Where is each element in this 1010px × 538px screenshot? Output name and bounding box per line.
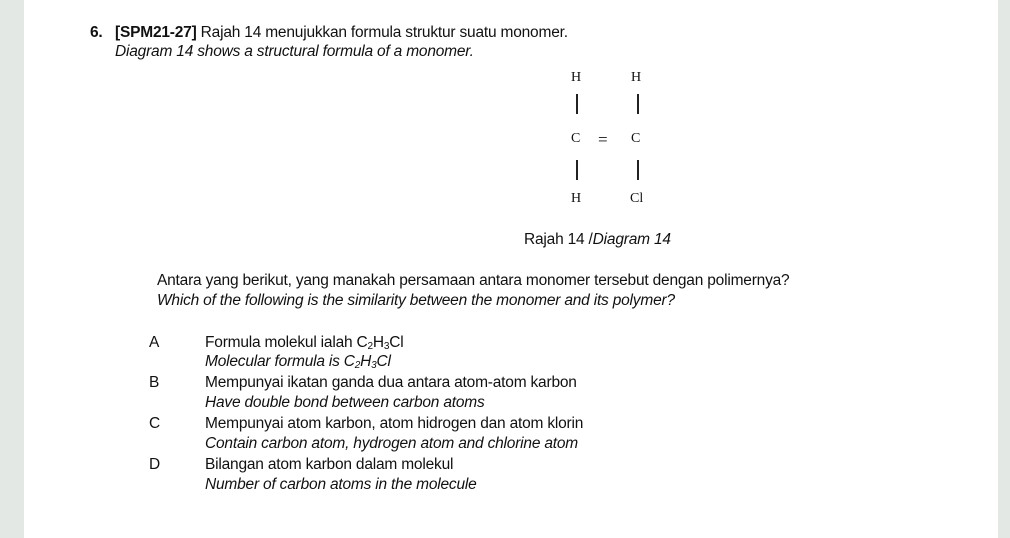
double-bond: = bbox=[598, 130, 608, 149]
option-text-ms: Formula molekul ialah $C_2H_3Cl$ bbox=[205, 334, 404, 352]
caption-ms: Rajah 14 / bbox=[524, 231, 593, 248]
single-bond bbox=[637, 94, 639, 114]
option-text-en: Molecular formula is $C_2H_3Cl$ bbox=[205, 353, 391, 371]
question-number: 6. bbox=[90, 24, 103, 41]
option-text-en: Contain carbon atom, hydrogen atom and chlorine atom bbox=[205, 435, 579, 452]
question-code: [SPM21-27] bbox=[115, 24, 197, 41]
option-text-ms: Bilangan atom karbon dalam molekul bbox=[205, 456, 454, 473]
left-margin-bar bbox=[0, 0, 24, 538]
atom-h-bottom-left: H bbox=[571, 191, 582, 206]
atom-c-left: C bbox=[571, 131, 581, 146]
atom-c-right: C bbox=[631, 131, 641, 146]
option-text-ms: Mempunyai ikatan ganda dua antara atom-atom karbon bbox=[205, 374, 577, 391]
atom-h-top-right: H bbox=[631, 70, 642, 85]
option-text-en: Number of carbon atoms in the molecule bbox=[205, 476, 477, 493]
option-text-en: Have double bond between carbon atoms bbox=[205, 394, 485, 411]
option-text-ms: Mempunyai atom karbon, atom hidrogen dan atom klorin bbox=[205, 415, 584, 432]
prompt-en: Which of the following is the similarity between the monomer and its polymer? bbox=[157, 292, 675, 309]
single-bond bbox=[637, 160, 639, 180]
atom-cl-bottom-right: Cl bbox=[630, 191, 644, 206]
right-margin-bar bbox=[998, 0, 1010, 538]
option-letter: B bbox=[149, 374, 160, 391]
question-stem-en: Diagram 14 shows a structural formula of a monomer. bbox=[115, 43, 474, 60]
option-letter: C bbox=[149, 415, 160, 432]
prompt-ms: Antara yang berikut, yang manakah persamaan antara monomer tersebut dengan polimernya? bbox=[157, 272, 790, 289]
stem-ms-text: Rajah 14 menujukkan formula struktur suatu monomer. bbox=[200, 24, 568, 41]
diagram-caption bbox=[524, 231, 671, 249]
option-letter: D bbox=[149, 456, 160, 473]
caption-en: Diagram 14 bbox=[592, 231, 671, 248]
option-letter: A bbox=[149, 334, 160, 351]
single-bond bbox=[576, 160, 578, 180]
question-stem-ms bbox=[115, 24, 568, 42]
single-bond bbox=[576, 94, 578, 114]
atom-h-top-left: H bbox=[571, 70, 582, 85]
